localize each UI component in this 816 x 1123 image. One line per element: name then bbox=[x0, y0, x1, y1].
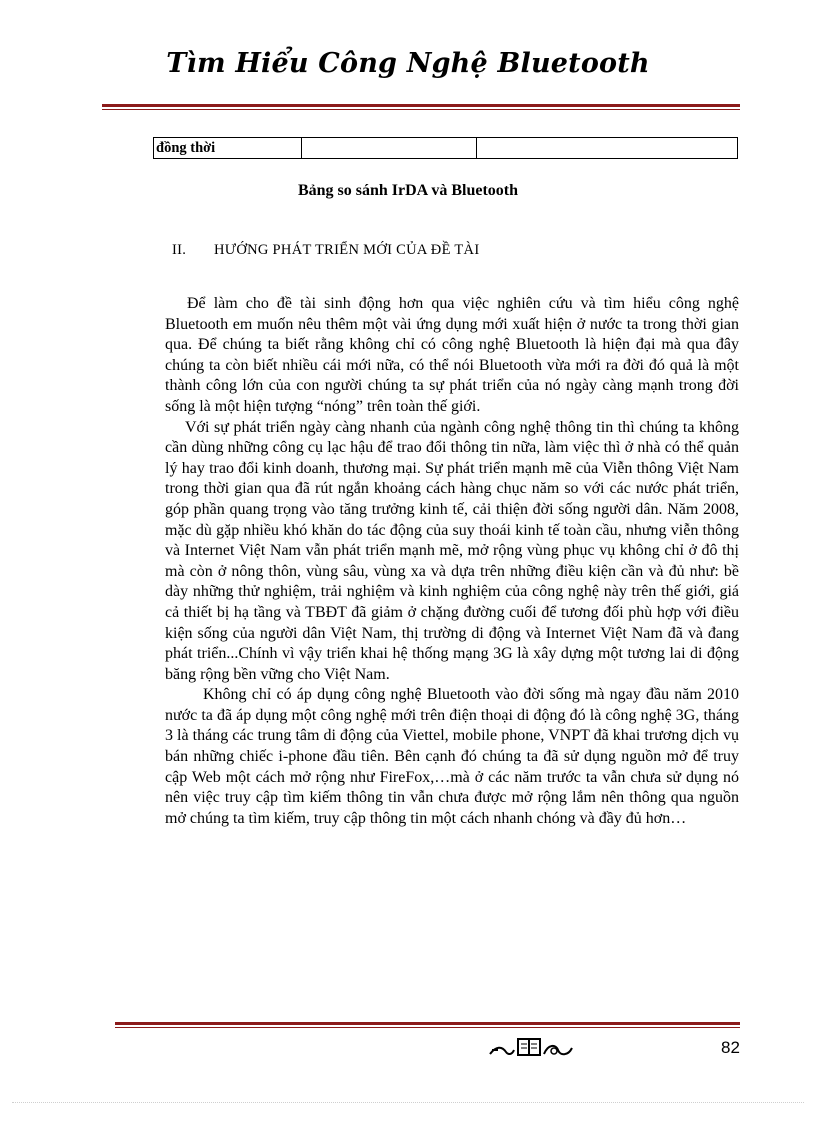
table-cell bbox=[302, 138, 477, 159]
book-ornament-icon bbox=[488, 1036, 574, 1063]
paragraph: Không chỉ có áp dụng công nghệ Bluetooth vào đời sống mà ngay đầu năm 2010 nước ta đã áp dụng một công nghệ mới trên điện thoại di động đó là công nghệ 3G, tháng 3 là tháng các trung tâm di động của Viettel, mobile phone, VNPT đã khai trương dịch vụ bán những chiếc i-phone đầu tiên. Bên cạnh đó chúng ta đã sử dụng nguồn mở để truy cập Web một cách mở rộng như FireFox,…mà ở các năm trước ta vẫn chưa sử dụng nó nên việc truy cập tìm kiếm thông tin vẫn chưa được mở rộng lắm nên thông qua nguồn mở chúng ta tìm kiếm, truy cập thông tin một cách nhanh chóng và đầy đủ hơn… bbox=[165, 686, 739, 827]
paragraph: Với sự phát triển ngày càng nhanh của ngành công nghệ thông tin thì chúng ta không cần dùng những công cụ lạc hậu để trao đổi thông tin nữa, làm việc thì ở nhà có thể quản lý hay trao đổi kinh doanh, thương mại. Sự phát triển mạnh mẽ của Viễn thông Việt Nam trong thời gian qua đã rút ngắn khoảng cách hàng chục năm so với các nước phát triển, góp phần quang trọng vào tăng trưởng kinh tế, cải thiện đời sống người dân. Năm 2008, mặc dù gặp nhiều khó khăn do tác động của suy thoái kinh tế toàn cầu, nhưng viễn thông và Internet Việt Nam vẫn phát triển mạnh mẽ, mở rộng vùng phục vụ không chỉ ở đô thị mà còn ở nông thôn, vùng sâu, vùng xa và dựa trên những điều kiện cần và đủ như: bề dày những thử nghiệm, trải nghiệm và kinh nghiệm của công nghệ này trên thế giới, giá cả thiết bị hạ tầng và TBĐT đã giảm ở chặng đường cuối để tương đối phù hợp với điều kiện sống của người dân Việt Nam, thị trường di động và Internet Việt Nam đã và đang phát triển...Chính vì vậy triển khai hệ thống mạng 3G là xây dựng một tương lai di động băng rộng bền vững cho Việt Nam. bbox=[165, 418, 739, 683]
page-bottom-divider bbox=[12, 1102, 804, 1103]
table-cell bbox=[477, 138, 738, 159]
section-title: HƯỚNG PHÁT TRIỂN MỚI CỦA ĐỀ TÀI bbox=[214, 242, 480, 258]
page-title: Tìm Hiểu Công Nghệ Bluetooth bbox=[166, 48, 650, 79]
book-ornament-icon-graphic bbox=[488, 1036, 574, 1058]
table-cell: đồng thời bbox=[154, 138, 302, 159]
page-number: 82 bbox=[721, 1038, 740, 1057]
table-row bbox=[154, 138, 738, 159]
paragraph: Để làm cho đề tài sinh động hơn qua việc nghiên cứu và tìm hiểu công nghệ Bluetooth em muốn nêu thêm một vài ứng dụng mới xuất hiện ở nước ta trong thời gian qua. Để chúng ta biết rằng không chỉ có công nghệ Bluetooth là hiện đại mà qua đây chúng ta còn biết nhiều cái mới nữa, có thể nói Bluetooth vừa mới ra đời đó quả là một thành công lớn của con người chúng ta sự phát triển của nó ngày càng mạnh trong đời sống là một hiện tượng “nóng” trên toàn thế giới. bbox=[165, 295, 739, 415]
section-number: II. bbox=[172, 242, 187, 258]
body-text bbox=[165, 294, 739, 829]
section-heading bbox=[172, 242, 479, 259]
header-rule bbox=[102, 104, 740, 110]
footer-rule bbox=[115, 1022, 740, 1028]
comparison-table bbox=[153, 137, 738, 159]
table-caption: Bảng so sánh IrDA và Bluetooth bbox=[297, 182, 519, 199]
